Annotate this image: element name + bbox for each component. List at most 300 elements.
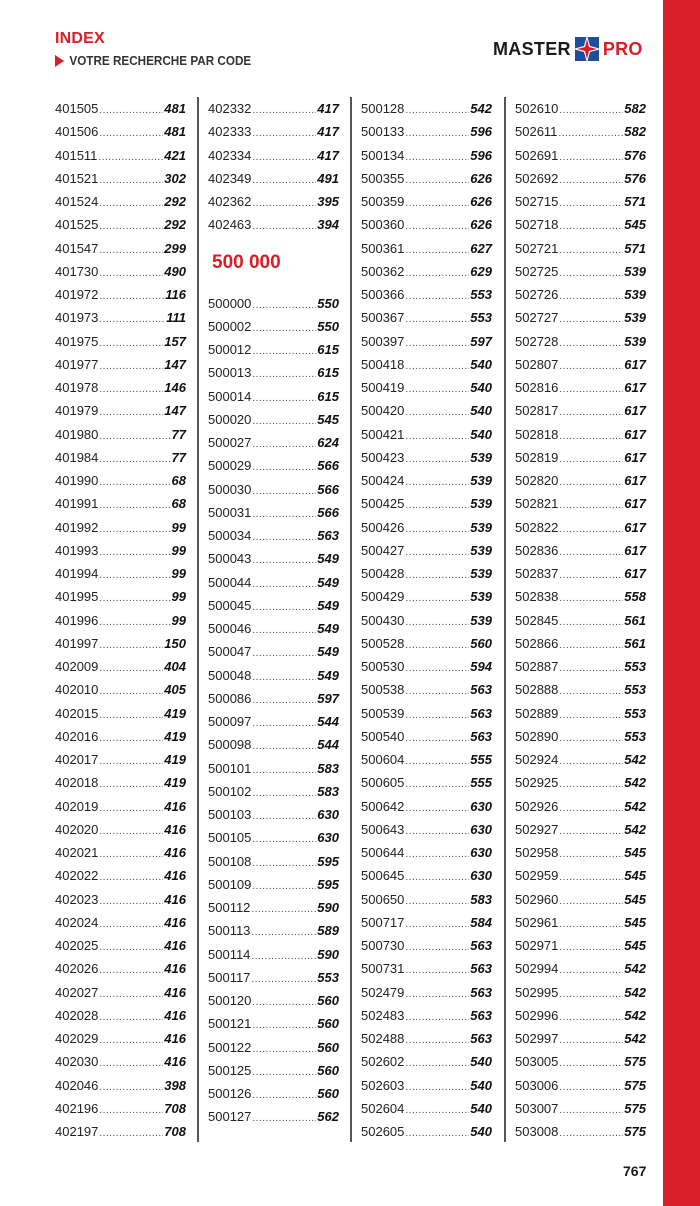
product-code: 500121 bbox=[208, 1016, 252, 1032]
dot-leader bbox=[405, 541, 469, 564]
index-entry bbox=[208, 144, 339, 167]
page-reference: 617 bbox=[624, 473, 646, 488]
dot-leader bbox=[252, 642, 316, 665]
product-code: 500048 bbox=[208, 667, 252, 683]
product-code: 401521 bbox=[55, 170, 99, 186]
product-code: 500361 bbox=[361, 240, 405, 256]
page-reference: 542 bbox=[624, 775, 646, 791]
page-reference: 416 bbox=[164, 868, 186, 884]
product-code: 500133 bbox=[361, 124, 405, 140]
page-reference: 99 bbox=[171, 612, 186, 628]
index-entry bbox=[515, 446, 646, 469]
product-code: 502818 bbox=[515, 426, 559, 442]
index-entry bbox=[208, 167, 339, 190]
page-reference: 419 bbox=[164, 728, 186, 744]
dot-leader bbox=[559, 308, 623, 331]
product-code: 402362 bbox=[208, 194, 252, 209]
index-entry bbox=[208, 385, 339, 408]
product-code: 500539 bbox=[361, 705, 405, 721]
dot-leader bbox=[99, 1122, 163, 1145]
product-code: 500122 bbox=[208, 1039, 252, 1055]
product-code: 500000 bbox=[208, 295, 252, 311]
product-code: 502610 bbox=[515, 101, 559, 116]
page-reference: 99 bbox=[171, 589, 186, 605]
dot-leader bbox=[405, 355, 469, 378]
product-code: 502726 bbox=[515, 287, 559, 302]
index-entry bbox=[361, 330, 492, 353]
product-code: 500034 bbox=[208, 528, 252, 543]
product-code: 402334 bbox=[208, 147, 252, 163]
page-reference: 147 bbox=[164, 403, 186, 419]
index-entry bbox=[515, 562, 646, 585]
page-reference: 563 bbox=[470, 705, 492, 721]
index-entry bbox=[361, 748, 492, 771]
product-code: 500128 bbox=[361, 101, 405, 116]
index-entry bbox=[361, 632, 492, 655]
page-reference: 595 bbox=[317, 876, 339, 892]
product-code: 500098 bbox=[208, 737, 252, 753]
product-code: 502602 bbox=[361, 1054, 405, 1070]
product-code: 500645 bbox=[361, 868, 405, 884]
index-entry bbox=[208, 640, 339, 663]
dot-leader bbox=[405, 215, 469, 238]
page-reference: 405 bbox=[164, 682, 186, 698]
page-reference: 302 bbox=[164, 170, 186, 186]
product-code: 500366 bbox=[361, 287, 405, 302]
dot-leader bbox=[405, 425, 469, 448]
index-entry bbox=[55, 213, 186, 236]
index-entry bbox=[208, 1082, 339, 1105]
page-reference: 560 bbox=[317, 1062, 339, 1078]
page-reference: 575 bbox=[624, 1100, 646, 1116]
dot-leader bbox=[252, 526, 316, 549]
page-reference: 299 bbox=[164, 240, 186, 256]
product-code: 500540 bbox=[361, 728, 405, 744]
product-code: 401997 bbox=[55, 635, 99, 651]
dot-leader bbox=[251, 921, 316, 944]
dot-leader bbox=[405, 448, 469, 471]
page-reference: 590 bbox=[317, 900, 339, 915]
page-reference: 77 bbox=[171, 449, 186, 465]
product-code: 502845 bbox=[515, 612, 559, 628]
product-code: 402016 bbox=[55, 728, 99, 744]
page-reference: 560 bbox=[317, 1086, 339, 1101]
product-code: 502816 bbox=[515, 380, 559, 395]
product-code: 402020 bbox=[55, 821, 99, 837]
product-code: 500427 bbox=[361, 542, 405, 558]
page-reference: 539 bbox=[470, 496, 492, 512]
index-entry bbox=[55, 353, 186, 376]
dot-leader bbox=[252, 852, 316, 875]
index-entry bbox=[208, 338, 339, 361]
index-entry bbox=[515, 1050, 646, 1073]
product-code: 402349 bbox=[208, 170, 252, 186]
dot-leader bbox=[559, 146, 623, 169]
product-code: 500030 bbox=[208, 481, 252, 497]
page-reference: 630 bbox=[470, 868, 492, 884]
product-code: 500105 bbox=[208, 830, 252, 846]
dot-leader bbox=[99, 680, 163, 703]
index-entry bbox=[55, 934, 186, 957]
dot-leader bbox=[99, 425, 170, 448]
page-reference: 583 bbox=[317, 760, 339, 776]
page-reference: 629 bbox=[470, 263, 492, 279]
page-reference: 544 bbox=[317, 737, 339, 753]
product-code: 502958 bbox=[515, 845, 559, 860]
page-reference: 417 bbox=[317, 147, 339, 163]
page-reference: 545 bbox=[624, 938, 646, 953]
dot-leader bbox=[252, 549, 316, 572]
product-code: 402030 bbox=[55, 1054, 99, 1070]
page-reference: 545 bbox=[624, 845, 646, 860]
index-entry bbox=[208, 213, 339, 236]
page-reference: 539 bbox=[624, 287, 646, 302]
page-reference: 575 bbox=[624, 1054, 646, 1070]
index-column-1 bbox=[55, 97, 186, 1143]
dot-leader bbox=[405, 983, 469, 1006]
index-entry bbox=[55, 1050, 186, 1073]
page-reference: 540 bbox=[470, 403, 492, 419]
index-entry bbox=[515, 957, 646, 980]
index-entry bbox=[208, 617, 339, 640]
logo-pro-text: PRO bbox=[602, 38, 643, 59]
index-entry bbox=[361, 144, 492, 167]
dot-leader bbox=[405, 611, 469, 634]
dot-leader bbox=[405, 1052, 469, 1075]
product-code: 502887 bbox=[515, 659, 559, 674]
product-code: 402015 bbox=[55, 705, 99, 721]
dot-leader bbox=[405, 122, 469, 145]
product-code: 401730 bbox=[55, 263, 99, 279]
page-header bbox=[55, 30, 273, 68]
product-code: 502959 bbox=[515, 868, 559, 884]
index-entry bbox=[55, 702, 186, 725]
dot-leader bbox=[405, 680, 469, 703]
product-code: 500642 bbox=[361, 798, 405, 814]
dot-leader bbox=[559, 704, 623, 727]
product-code: 502488 bbox=[361, 1031, 405, 1046]
product-code: 500604 bbox=[361, 752, 405, 767]
index-entry bbox=[361, 1074, 492, 1097]
index-entry bbox=[515, 213, 646, 236]
dot-leader bbox=[559, 332, 623, 355]
page-reference: 617 bbox=[624, 566, 646, 581]
product-code: 500046 bbox=[208, 621, 252, 636]
product-code: 402018 bbox=[55, 775, 99, 791]
page-reference: 563 bbox=[470, 938, 492, 953]
product-code: 500045 bbox=[208, 597, 252, 613]
product-code: 401996 bbox=[55, 612, 99, 628]
index-entry bbox=[361, 260, 492, 283]
page-reference: 597 bbox=[470, 333, 492, 349]
product-code: 500644 bbox=[361, 845, 405, 860]
page-reference: 558 bbox=[624, 589, 646, 605]
dot-leader bbox=[405, 332, 469, 355]
subtitle-text: VOTRE RECHERCHE PAR CODE bbox=[69, 53, 252, 68]
product-code: 500419 bbox=[361, 380, 405, 395]
dot-leader bbox=[405, 564, 469, 587]
dot-leader bbox=[252, 410, 316, 433]
index-entry bbox=[55, 585, 186, 608]
index-column-4 bbox=[515, 97, 646, 1143]
product-code: 500731 bbox=[361, 961, 405, 977]
index-entry bbox=[361, 213, 492, 236]
page-reference: 571 bbox=[624, 240, 646, 256]
product-code: 502479 bbox=[361, 984, 405, 1000]
dot-leader bbox=[99, 564, 170, 587]
dot-leader bbox=[99, 1076, 163, 1099]
dot-leader bbox=[99, 541, 170, 564]
dot-leader bbox=[559, 587, 623, 610]
index-entry bbox=[208, 1012, 339, 1035]
product-code: 503007 bbox=[515, 1100, 559, 1116]
page-reference: 146 bbox=[164, 380, 186, 395]
index-entry bbox=[361, 585, 492, 608]
page-reference: 583 bbox=[317, 783, 339, 799]
dot-leader bbox=[559, 843, 623, 866]
page-reference: 542 bbox=[470, 101, 492, 116]
dot-leader bbox=[252, 1014, 316, 1037]
product-code: 502866 bbox=[515, 635, 559, 651]
dot-leader bbox=[99, 797, 163, 820]
dot-leader bbox=[559, 99, 623, 122]
index-entry bbox=[361, 446, 492, 469]
dot-leader bbox=[559, 797, 623, 820]
page-reference: 630 bbox=[470, 798, 492, 814]
page-reference: 542 bbox=[624, 821, 646, 837]
index-entry bbox=[55, 609, 186, 632]
dot-leader bbox=[559, 448, 623, 471]
product-code: 500530 bbox=[361, 659, 405, 674]
dot-leader bbox=[405, 634, 469, 657]
logo-star-icon bbox=[572, 34, 602, 64]
page-reference: 594 bbox=[470, 659, 492, 674]
index-entry bbox=[515, 97, 646, 120]
index-entry bbox=[55, 1120, 186, 1143]
index-entry bbox=[515, 771, 646, 794]
page-reference: 549 bbox=[317, 621, 339, 636]
product-code: 402023 bbox=[55, 891, 99, 907]
page-reference: 615 bbox=[317, 365, 339, 381]
page-reference: 584 bbox=[470, 914, 492, 930]
product-code: 502926 bbox=[515, 798, 559, 814]
page-reference: 99 bbox=[171, 542, 186, 558]
index-entry bbox=[55, 562, 186, 585]
index-entry bbox=[208, 1105, 339, 1128]
index-entry bbox=[208, 803, 339, 826]
page-reference: 481 bbox=[164, 124, 186, 140]
product-code: 502927 bbox=[515, 821, 559, 837]
dot-leader bbox=[559, 1099, 623, 1122]
dot-leader bbox=[559, 401, 623, 424]
index-entry bbox=[208, 120, 339, 143]
page-reference: 560 bbox=[317, 993, 339, 1008]
index-entry bbox=[361, 655, 492, 678]
page-reference: 627 bbox=[470, 240, 492, 256]
index-entry bbox=[55, 97, 186, 120]
product-code: 401980 bbox=[55, 426, 99, 442]
product-code: 500355 bbox=[361, 170, 405, 186]
page-reference: 539 bbox=[624, 333, 646, 349]
side-accent-bar bbox=[663, 0, 700, 1206]
page-reference: 147 bbox=[164, 356, 186, 372]
page-number: 767 bbox=[623, 1163, 647, 1179]
page-reference: 545 bbox=[624, 868, 646, 884]
page-reference: 416 bbox=[164, 938, 186, 953]
page-reference: 617 bbox=[624, 380, 646, 395]
dot-leader bbox=[405, 1122, 469, 1145]
product-code: 402024 bbox=[55, 914, 99, 930]
product-code: 500086 bbox=[208, 690, 252, 706]
page-reference: 561 bbox=[624, 635, 646, 651]
page-reference: 539 bbox=[470, 449, 492, 465]
dot-leader bbox=[99, 215, 163, 238]
page-reference: 563 bbox=[317, 528, 339, 543]
product-code: 401975 bbox=[55, 333, 99, 349]
page-reference: 708 bbox=[164, 1100, 186, 1116]
index-entry bbox=[361, 864, 492, 887]
dot-leader bbox=[559, 1076, 623, 1099]
dot-leader bbox=[252, 1061, 316, 1084]
product-code: 500027 bbox=[208, 435, 252, 450]
index-entry bbox=[515, 376, 646, 399]
dot-leader bbox=[99, 239, 163, 262]
dot-leader bbox=[99, 494, 170, 517]
index-entry bbox=[515, 864, 646, 887]
product-code: 502821 bbox=[515, 496, 559, 512]
dot-leader bbox=[99, 587, 170, 610]
product-code: 500101 bbox=[208, 760, 252, 776]
dot-leader bbox=[252, 294, 316, 317]
dot-leader bbox=[99, 448, 170, 471]
index-entry bbox=[55, 539, 186, 562]
page-reference: 416 bbox=[164, 984, 186, 1000]
page-reference: 615 bbox=[317, 342, 339, 357]
dot-leader bbox=[252, 759, 316, 782]
page-reference: 553 bbox=[624, 682, 646, 698]
index-entry bbox=[55, 306, 186, 329]
product-code: 500643 bbox=[361, 821, 405, 837]
product-code: 502819 bbox=[515, 449, 559, 465]
index-entry bbox=[208, 431, 339, 454]
product-code: 500114 bbox=[208, 946, 251, 962]
page-reference: 540 bbox=[470, 1100, 492, 1116]
product-code: 402009 bbox=[55, 659, 99, 674]
product-code: 402029 bbox=[55, 1031, 99, 1046]
page-reference: 708 bbox=[164, 1124, 186, 1139]
index-entry bbox=[361, 283, 492, 306]
dot-leader bbox=[405, 308, 469, 331]
product-code: 402197 bbox=[55, 1124, 99, 1139]
dot-leader bbox=[252, 480, 316, 503]
page-reference: 549 bbox=[317, 551, 339, 567]
product-code: 502822 bbox=[515, 519, 559, 535]
page-reference: 545 bbox=[624, 891, 646, 907]
dot-leader bbox=[99, 750, 163, 773]
dot-leader bbox=[559, 1006, 623, 1029]
index-entry bbox=[515, 260, 646, 283]
product-code: 500120 bbox=[208, 993, 252, 1008]
product-code: 502820 bbox=[515, 473, 559, 488]
index-entry bbox=[515, 399, 646, 422]
index-entry bbox=[208, 1036, 339, 1059]
dot-leader bbox=[559, 355, 623, 378]
index-entry bbox=[361, 725, 492, 748]
index-entry bbox=[208, 571, 339, 594]
index-entry bbox=[55, 237, 186, 260]
product-code: 500420 bbox=[361, 403, 405, 419]
dot-leader bbox=[559, 959, 623, 982]
product-code: 500360 bbox=[361, 217, 405, 233]
dot-leader bbox=[559, 936, 623, 959]
page-reference: 617 bbox=[624, 403, 646, 419]
dot-leader bbox=[559, 913, 623, 936]
dot-leader bbox=[99, 262, 163, 285]
dot-leader bbox=[405, 913, 469, 936]
index-title: INDEX bbox=[55, 30, 105, 47]
page-reference: 416 bbox=[164, 891, 186, 907]
product-code: 402022 bbox=[55, 868, 99, 884]
dot-leader bbox=[252, 1084, 316, 1107]
index-entry bbox=[515, 748, 646, 771]
dot-leader bbox=[405, 750, 469, 773]
dot-leader bbox=[99, 1006, 163, 1029]
product-code: 401994 bbox=[55, 566, 99, 581]
product-code: 500730 bbox=[361, 938, 405, 953]
index-entry bbox=[208, 501, 339, 524]
index-entry bbox=[361, 167, 492, 190]
page-reference: 539 bbox=[624, 263, 646, 279]
dot-leader bbox=[99, 1052, 163, 1075]
page-reference: 99 bbox=[171, 566, 186, 581]
index-entry bbox=[55, 818, 186, 841]
dot-leader bbox=[559, 239, 623, 262]
dot-leader bbox=[99, 913, 163, 936]
page-reference: 617 bbox=[624, 356, 646, 372]
product-code: 401978 bbox=[55, 380, 99, 395]
index-entry bbox=[55, 167, 186, 190]
page-reference: 416 bbox=[164, 1007, 186, 1023]
page-reference: 416 bbox=[164, 798, 186, 814]
dot-leader bbox=[99, 122, 163, 145]
dot-leader bbox=[252, 805, 316, 828]
index-entry bbox=[361, 399, 492, 422]
page-reference: 617 bbox=[624, 542, 646, 558]
product-code: 502888 bbox=[515, 682, 559, 698]
index-entry bbox=[515, 237, 646, 260]
product-code: 500717 bbox=[361, 914, 405, 930]
product-code: 500134 bbox=[361, 147, 405, 163]
index-entry bbox=[515, 1097, 646, 1120]
dot-leader bbox=[252, 689, 316, 712]
dot-leader bbox=[252, 340, 316, 363]
index-entry bbox=[361, 818, 492, 841]
page-reference: 576 bbox=[624, 147, 646, 163]
dot-leader bbox=[99, 355, 163, 378]
page-reference: 626 bbox=[470, 194, 492, 209]
product-code: 500108 bbox=[208, 853, 252, 869]
index-entry bbox=[515, 632, 646, 655]
page-reference: 395 bbox=[317, 194, 339, 209]
index-entry bbox=[361, 911, 492, 934]
dot-leader bbox=[252, 503, 316, 526]
page-reference: 555 bbox=[470, 775, 492, 791]
index-entry bbox=[361, 957, 492, 980]
page-reference: 617 bbox=[624, 519, 646, 535]
dot-leader bbox=[99, 308, 165, 331]
product-code: 401524 bbox=[55, 194, 99, 209]
product-code: 500359 bbox=[361, 194, 405, 209]
